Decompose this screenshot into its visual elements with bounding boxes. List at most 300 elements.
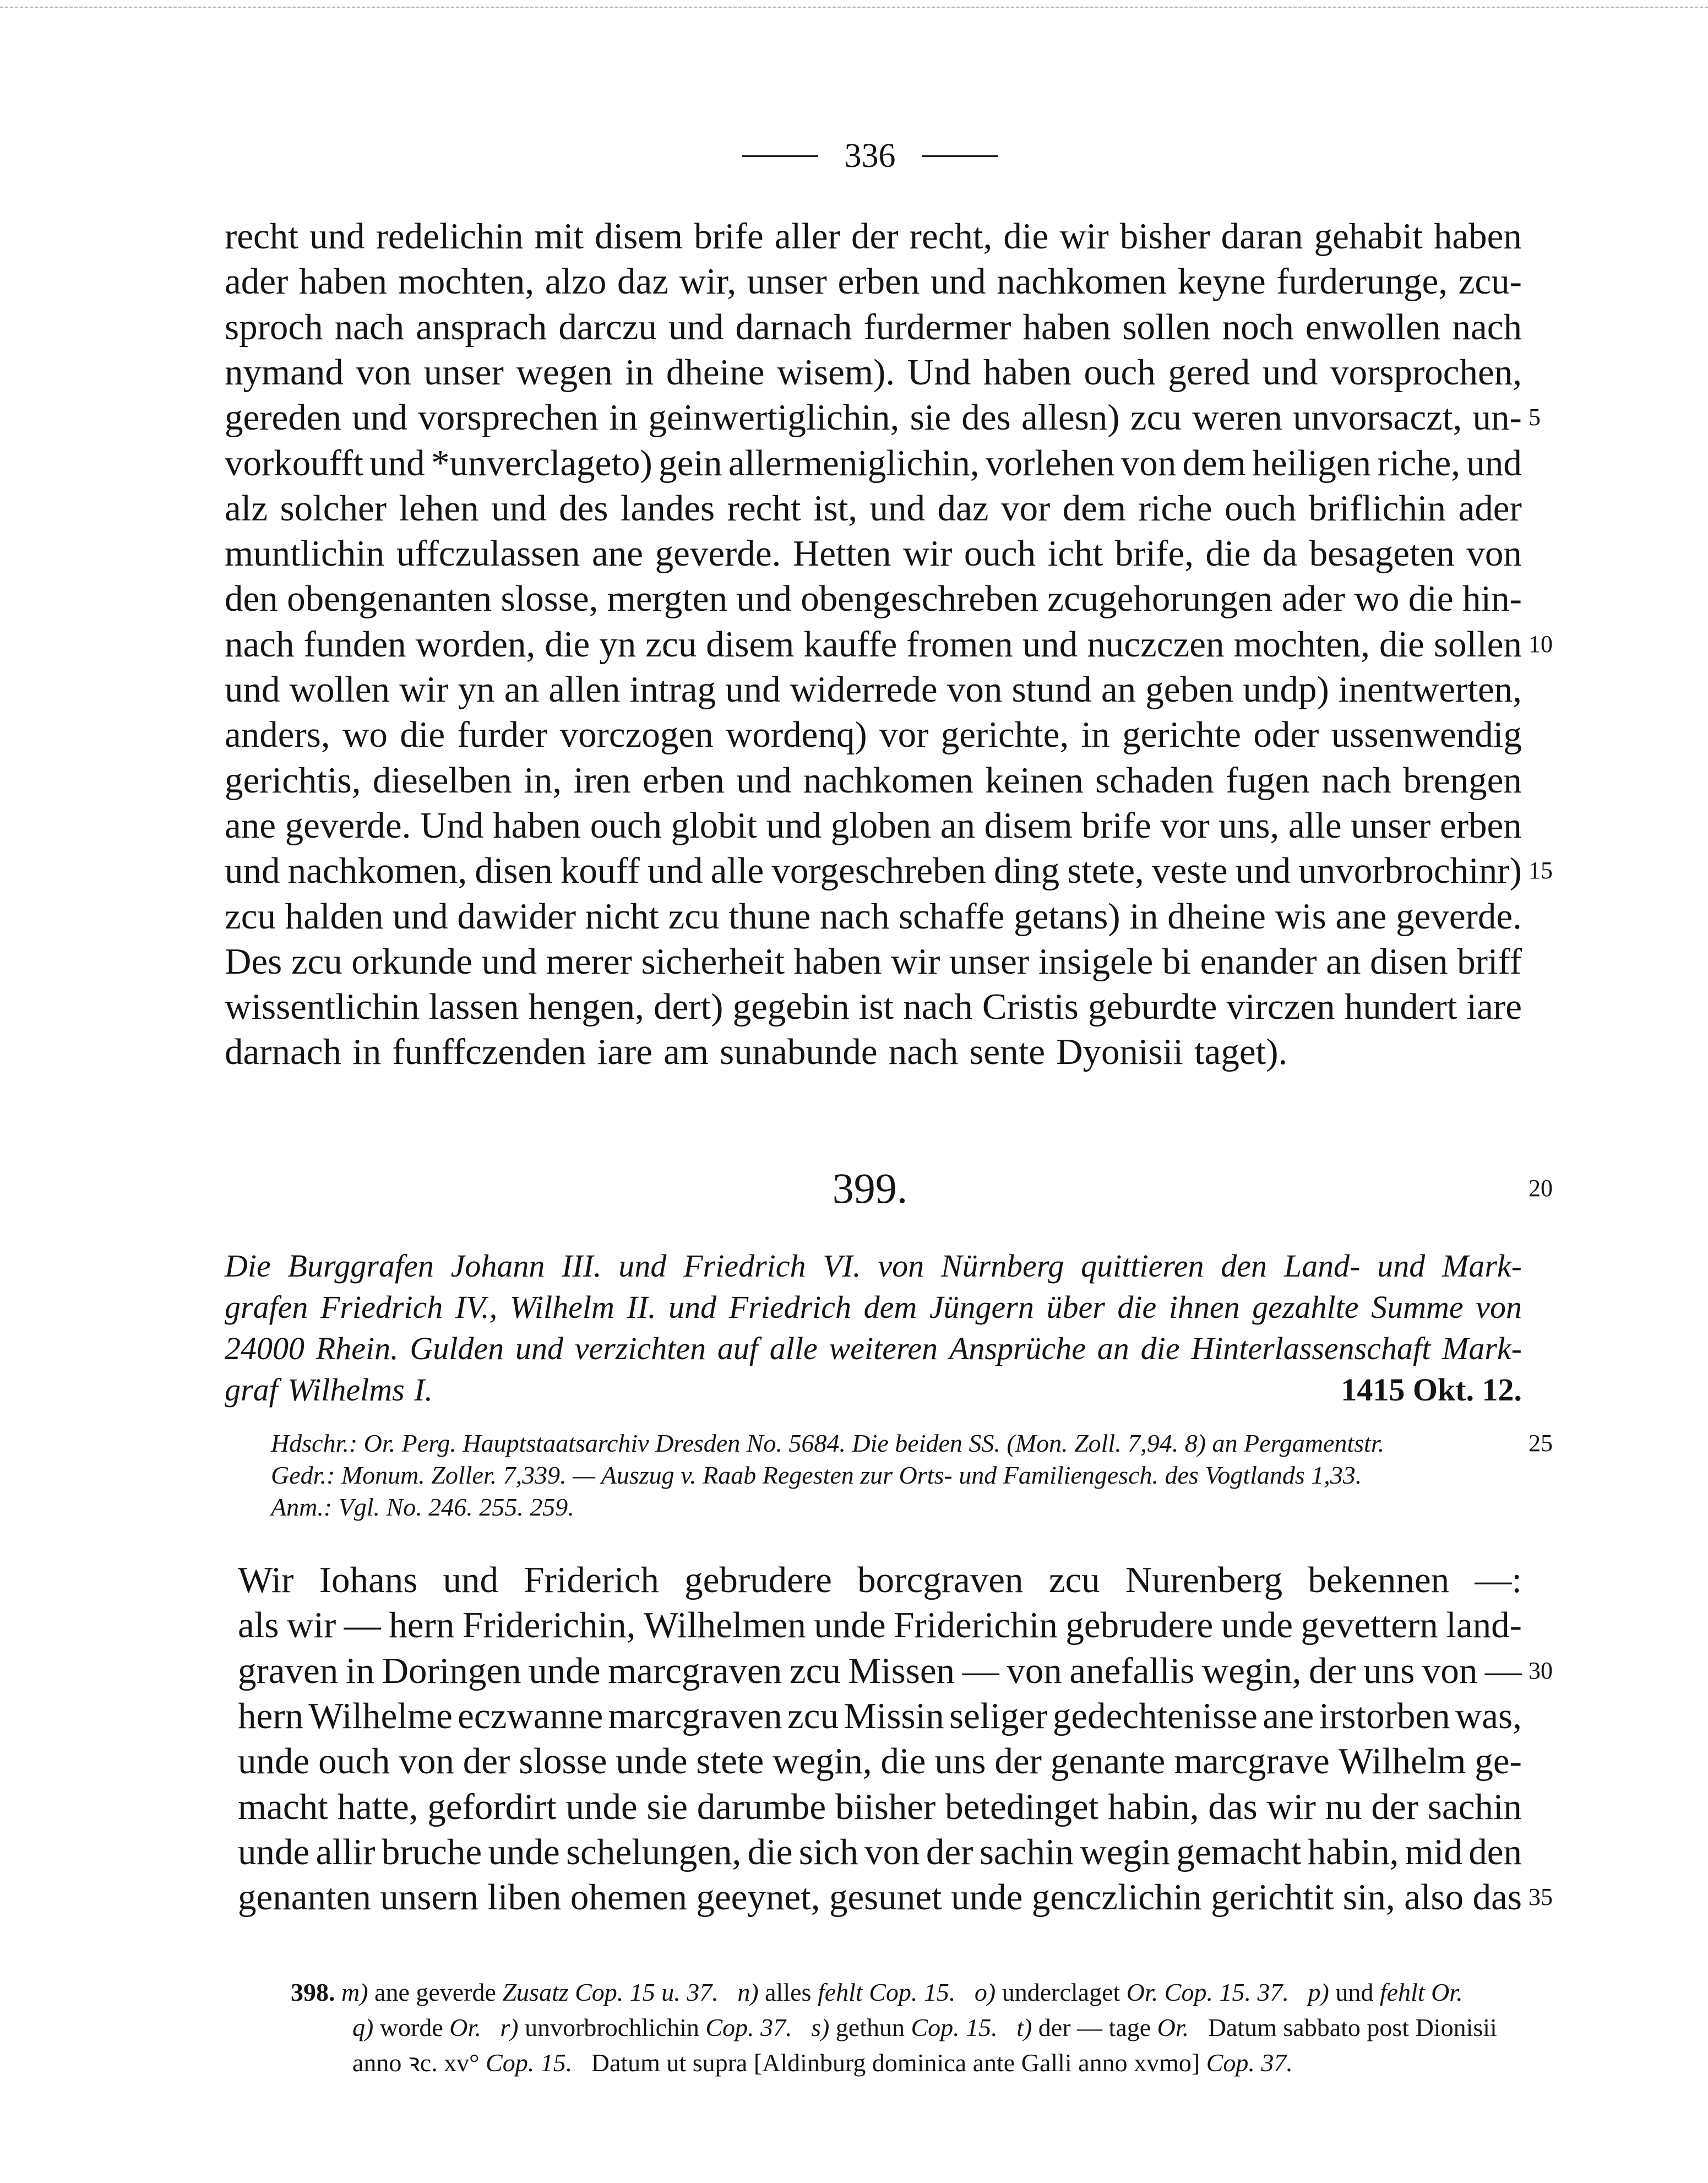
word: genante — [1050, 1741, 1166, 1782]
word: wissentlichin — [225, 986, 420, 1028]
word: daz — [617, 261, 669, 302]
word: gefordirt — [427, 1786, 557, 1827]
word: disen — [475, 850, 553, 892]
word: verzichten — [574, 1331, 706, 1366]
word: den — [1221, 1248, 1268, 1284]
word: die — [880, 1741, 926, 1782]
footnote-segment: underclaget — [1002, 1978, 1127, 2006]
word: schaffe — [899, 895, 1005, 937]
word: mergten — [607, 578, 728, 620]
word: Doringen — [382, 1650, 521, 1691]
word: Iohans — [319, 1560, 418, 1600]
word: Friderichin — [894, 1605, 1058, 1646]
source-line: Anm.: Vgl. No. 246. 255. 259. — [271, 1493, 574, 1521]
body-line — [238, 1557, 1522, 1603]
word: obengenanten — [287, 578, 492, 620]
footnote-segment: fehlt Or. — [1379, 1978, 1463, 2006]
word: marcgraven — [608, 1695, 782, 1736]
word: —: — [1475, 1560, 1522, 1600]
word: sollen — [1433, 623, 1522, 665]
text-line — [225, 894, 1522, 939]
footnote-segment: alles — [765, 1978, 818, 2006]
word: habin, — [1307, 1831, 1399, 1872]
word: von — [947, 669, 1003, 710]
word: und — [443, 1560, 499, 1600]
word: stete, — [1067, 850, 1144, 892]
word: oder — [1253, 714, 1319, 756]
word: Wilhelm — [509, 1289, 614, 1325]
word: gedechtenisse — [1052, 1695, 1258, 1736]
word: ane — [592, 533, 644, 574]
word: anefallis — [1069, 1650, 1195, 1691]
footnote-segment: der — tage — [1038, 2013, 1157, 2041]
word: die — [1408, 578, 1454, 620]
word: und — [352, 397, 407, 438]
word: alzo — [545, 261, 607, 302]
footnote-label: 398. — [291, 1978, 335, 2006]
word: nicht — [585, 895, 659, 937]
word: wir — [891, 941, 940, 982]
word: Friderichin, — [462, 1605, 636, 1646]
word: disem — [595, 216, 683, 257]
word: anders, — [225, 714, 330, 756]
word: dheine — [1167, 895, 1266, 937]
word: bruche — [381, 1831, 482, 1872]
word: Die — [225, 1248, 271, 1284]
word: stund — [1011, 669, 1092, 710]
word: fromen — [906, 623, 1013, 665]
word: an — [1101, 669, 1136, 710]
word: unsern — [380, 1877, 478, 1918]
word: dem — [863, 1289, 917, 1325]
word: Wir — [238, 1560, 294, 1600]
word: muntlichin — [225, 533, 385, 574]
text-line — [225, 939, 1522, 984]
word: Johann — [450, 1248, 545, 1284]
word: geverde. — [1396, 895, 1522, 937]
word: darczu — [558, 306, 657, 347]
word: schelungen, — [566, 1831, 742, 1872]
word: haben — [1433, 216, 1522, 257]
word: ader — [1281, 578, 1346, 620]
word: darumbe — [697, 1786, 826, 1827]
word: und — [1377, 1248, 1426, 1284]
word: lassen — [428, 986, 519, 1028]
word: halden — [285, 895, 384, 937]
source-line: Gedr.: Monum. Zoller. 7,339. — Auszug v. Raab Regesten zur Orts- und Familiengesch. des Vogtlands 1,33. — [271, 1461, 1362, 1489]
word: dheine — [666, 351, 765, 393]
word: Und — [907, 351, 971, 393]
word: Wilhelme — [308, 1695, 453, 1736]
word: genanten — [238, 1877, 371, 1918]
word: und — [725, 669, 781, 710]
regest-line — [225, 1370, 1522, 1410]
word: wo — [1354, 578, 1400, 620]
word: in — [625, 351, 654, 393]
text-line — [225, 441, 1522, 486]
word: heiligen — [1252, 442, 1372, 484]
word: uns — [1363, 1650, 1415, 1691]
word: brife — [694, 216, 764, 257]
body-line — [238, 1739, 1522, 1784]
word: ansprach — [416, 306, 547, 347]
word: quittieren — [1081, 1248, 1204, 1284]
word: in, — [524, 759, 562, 801]
word: Cristis — [982, 986, 1079, 1028]
word: gemacht — [1176, 1831, 1302, 1872]
word: gebrudere — [1065, 1605, 1214, 1646]
word: iren — [573, 759, 631, 801]
word: unde — [565, 1786, 638, 1827]
word: brife — [1081, 805, 1151, 846]
word: darnach — [225, 1031, 342, 1073]
footnote-segment: gethun — [835, 2013, 911, 2041]
word: *unverclageto) — [431, 442, 652, 484]
word: ader — [225, 261, 289, 302]
text-line — [225, 395, 1522, 440]
footnote-segment: und — [1335, 1978, 1380, 2006]
word: wordenq) — [725, 714, 867, 756]
word: und — [1262, 351, 1318, 393]
word: allesn) — [1021, 397, 1120, 438]
word: briff — [1457, 941, 1522, 982]
word: an — [1097, 1331, 1129, 1366]
word: und — [618, 1248, 667, 1284]
word: nach — [888, 1031, 959, 1073]
word: Und — [420, 805, 484, 846]
word: uns, — [1219, 805, 1280, 846]
word: ader — [1458, 487, 1522, 529]
date: 1415 Okt. 12. — [1341, 1372, 1522, 1408]
word: zcu — [1048, 1560, 1100, 1600]
word: ouch — [318, 1741, 390, 1782]
word: borcgraven — [857, 1560, 1024, 1600]
word: worden, — [415, 623, 536, 665]
line-number: 10 — [1529, 630, 1553, 658]
word: sollen — [1122, 306, 1211, 347]
word: der — [1308, 1650, 1356, 1691]
footnote-segment: unvorbrochlichin — [525, 2013, 706, 2041]
word: habin, — [1107, 1786, 1199, 1827]
word: und — [225, 669, 280, 710]
word: orkunde — [351, 941, 472, 982]
word: globen — [830, 805, 932, 846]
word: der — [926, 1831, 973, 1872]
word: getans) — [1014, 895, 1120, 937]
text-line — [225, 1029, 1522, 1074]
word: allir — [316, 1831, 376, 1872]
word: bi — [1162, 941, 1191, 982]
text-line — [225, 758, 1522, 803]
word: und — [225, 850, 280, 892]
body-line — [238, 1784, 1522, 1829]
word: von — [878, 1248, 924, 1284]
word: erben — [642, 759, 725, 801]
word: dem — [1182, 442, 1246, 484]
word: zcugehorungen — [1047, 578, 1273, 620]
word: unde — [1221, 1605, 1293, 1646]
word: Missen — [848, 1650, 955, 1691]
word: Dyonisii — [1056, 1031, 1183, 1073]
word: der — [463, 1741, 510, 1782]
word: sie — [910, 397, 951, 438]
word: was, — [1455, 1695, 1522, 1736]
word: die — [1003, 216, 1049, 257]
word: intrag — [629, 669, 716, 710]
word: wir — [1059, 216, 1109, 257]
word: unser — [1351, 805, 1431, 846]
word: grafen — [225, 1289, 308, 1325]
footnote-segment: worde — [379, 2013, 450, 2041]
word: Summe — [1371, 1289, 1464, 1325]
word: wegin — [1080, 1831, 1171, 1872]
word: thune — [728, 895, 811, 937]
word: sproch — [225, 306, 323, 347]
word: haben — [298, 261, 387, 302]
word: Gulden — [410, 1331, 504, 1366]
word: sie — [646, 1786, 688, 1827]
word: sachin — [1427, 1786, 1522, 1827]
word: — — [1484, 1650, 1522, 1691]
header-rule-left — [742, 155, 818, 157]
word: Ansprüche — [949, 1331, 1086, 1366]
word: III. — [562, 1248, 602, 1284]
text-line — [225, 576, 1522, 621]
word: inentwerten, — [1338, 669, 1522, 710]
word: liben — [487, 1877, 562, 1918]
word: unser — [423, 351, 504, 393]
word: kauffe — [803, 623, 897, 665]
word: disem — [984, 805, 1073, 846]
text-line — [225, 531, 1522, 576]
footnote-segment: ane geverde — [368, 1978, 503, 2006]
word: stete — [696, 1741, 764, 1782]
footnote-segment: o) — [955, 1978, 1002, 2006]
word: das — [1472, 1877, 1522, 1918]
word: VI. — [823, 1248, 861, 1284]
word: nach — [1321, 759, 1391, 801]
body-line — [238, 1693, 1522, 1739]
word: vorlehen — [985, 442, 1115, 484]
word: wo — [342, 714, 388, 756]
word: Mark- — [1442, 1248, 1522, 1284]
text-line — [225, 486, 1522, 531]
word: vorczogen — [559, 714, 714, 756]
word: von — [1476, 1289, 1522, 1325]
word: undp) — [1243, 669, 1329, 710]
word: in — [345, 1650, 375, 1691]
word: nach — [819, 895, 890, 937]
word: zcu — [1130, 397, 1182, 438]
word: zcu — [789, 1650, 841, 1691]
word: zcu — [291, 941, 342, 982]
word: und — [931, 261, 986, 302]
word: ding — [993, 850, 1060, 892]
word: mit — [534, 216, 584, 257]
footnote-line — [352, 2010, 1497, 2045]
word: die — [1205, 533, 1251, 574]
word: uns — [934, 1741, 986, 1782]
word: slosse — [519, 1741, 607, 1782]
word: virczen — [1226, 986, 1335, 1028]
word: biisher — [835, 1786, 936, 1827]
word: von — [399, 1741, 454, 1782]
word: eczwanne — [458, 1695, 603, 1736]
word: an — [1326, 941, 1361, 982]
word: merer — [546, 941, 632, 982]
word: alle — [769, 1331, 818, 1366]
word: brengen — [1403, 759, 1522, 801]
word: zcu- — [1458, 261, 1522, 302]
word: — — [344, 1605, 381, 1646]
word: furdermer — [863, 306, 1011, 347]
word: seliger — [949, 1695, 1048, 1736]
word: wir — [286, 1605, 336, 1646]
word: redelichin — [376, 216, 524, 257]
word: mochten, — [398, 261, 535, 302]
word: mid — [1405, 1831, 1462, 1872]
word: Missin — [844, 1695, 944, 1736]
word: und — [869, 487, 925, 529]
word: als — [238, 1605, 279, 1646]
word: den — [1468, 1831, 1522, 1872]
word: irstorben — [1319, 1695, 1450, 1736]
word: nachkomen, — [287, 850, 467, 892]
word: keyne — [1177, 261, 1266, 302]
word: Land- — [1283, 1248, 1361, 1284]
word: insigele — [1038, 941, 1154, 982]
word: globit — [671, 805, 757, 846]
footnote-segment: Datum ut supra [Aldinburg dominica ante Galli anno xvmo] — [572, 2049, 1206, 2077]
word: geverde. — [285, 805, 411, 846]
word: Rhein. — [316, 1331, 399, 1366]
word: geeynet, — [696, 1877, 820, 1918]
word: und — [736, 759, 792, 801]
word: daran — [1221, 216, 1303, 257]
word: gevettern — [1301, 1605, 1438, 1646]
word: marcgraven — [608, 1650, 782, 1691]
word: nach — [903, 986, 973, 1028]
text-line — [225, 214, 1522, 259]
word: in — [352, 1031, 382, 1073]
word: ouch — [1224, 487, 1297, 529]
word: Friedrich — [320, 1289, 443, 1325]
text-line — [225, 350, 1522, 395]
word: vorsprochen, — [1330, 351, 1522, 393]
footnote-segment: Cop. 15. — [486, 2049, 573, 2077]
word: und — [1022, 623, 1078, 665]
word: gesunet — [829, 1877, 942, 1918]
word: Friedrich — [728, 1289, 852, 1325]
word: ist, — [813, 487, 858, 529]
word: gerichte — [1122, 714, 1241, 756]
word: nymand — [225, 351, 344, 393]
top-rule — [0, 7, 1708, 8]
word: und — [369, 442, 425, 484]
word: der — [851, 216, 899, 257]
word: ist — [858, 986, 894, 1028]
footnote-segment: Or. — [1157, 2013, 1189, 2041]
word: graf — [225, 1372, 278, 1408]
footnote-segment: Or. Cop. 15. 37. — [1126, 1978, 1289, 2006]
word: des — [559, 487, 608, 529]
word: II. — [627, 1289, 656, 1325]
word: und — [393, 895, 448, 937]
word: lehen — [399, 487, 479, 529]
word: ouch — [1084, 351, 1156, 393]
footnote-line — [291, 1975, 1463, 2010]
word: wegin, — [1201, 1650, 1302, 1691]
word: recht — [727, 487, 801, 529]
word: funffczenden — [392, 1031, 586, 1073]
word: yn — [458, 669, 495, 710]
word: nach — [334, 306, 405, 347]
line-number: 35 — [1529, 1883, 1553, 1911]
regest-line — [225, 1246, 1522, 1286]
footnote-segment: r) — [481, 2013, 525, 2041]
word: ane — [1335, 895, 1387, 937]
footnote-segment: n) — [718, 1978, 765, 2006]
word: ouch — [964, 533, 1036, 574]
word: vorkoufft — [225, 442, 363, 484]
word: hundert — [1344, 986, 1457, 1028]
word: disem — [706, 623, 795, 665]
word: briflichin — [1308, 487, 1446, 529]
word: Wilhelmen — [643, 1605, 806, 1646]
word: 24000 — [225, 1331, 304, 1366]
word: der — [994, 1741, 1042, 1782]
word: weren — [1192, 397, 1282, 438]
word: hin- — [1462, 578, 1522, 620]
word: dieselben — [372, 759, 512, 801]
word: den — [225, 578, 278, 620]
word: wir — [399, 669, 449, 710]
word: geinwertiglichin, — [648, 397, 900, 438]
word: hern — [238, 1695, 304, 1736]
word: enwollen — [1305, 306, 1441, 347]
word: nachkomen — [997, 261, 1167, 302]
text-line — [225, 984, 1522, 1029]
body-line — [238, 1829, 1522, 1875]
footnote-segment: Cop. 37. — [1206, 2049, 1293, 2077]
word: von — [356, 351, 412, 393]
word: an — [940, 805, 975, 846]
word: gerichtis, — [225, 759, 361, 801]
text-line — [225, 803, 1522, 848]
word: furder — [457, 714, 548, 756]
word: in — [1129, 895, 1158, 937]
word: allen — [548, 669, 621, 710]
regest-line — [225, 1328, 1522, 1369]
word: Nurenberg — [1125, 1560, 1283, 1600]
word: sente — [969, 1031, 1045, 1073]
body-line — [238, 1875, 1522, 1920]
word: marcgrave — [1174, 1741, 1330, 1782]
word: die — [545, 623, 590, 665]
word: mochten, — [1233, 623, 1370, 665]
text-line — [225, 305, 1522, 350]
word: aller — [774, 216, 840, 257]
word: gereden — [225, 397, 342, 438]
word: unvorbrochinr) — [1298, 850, 1522, 892]
word: wisem). — [777, 351, 895, 393]
word: nu — [1325, 1786, 1362, 1827]
word: uffczulassen — [396, 533, 580, 574]
word: fugen — [1226, 759, 1310, 801]
word: geben — [1145, 669, 1234, 710]
word: vor — [879, 714, 929, 756]
word: wollen — [289, 669, 390, 710]
